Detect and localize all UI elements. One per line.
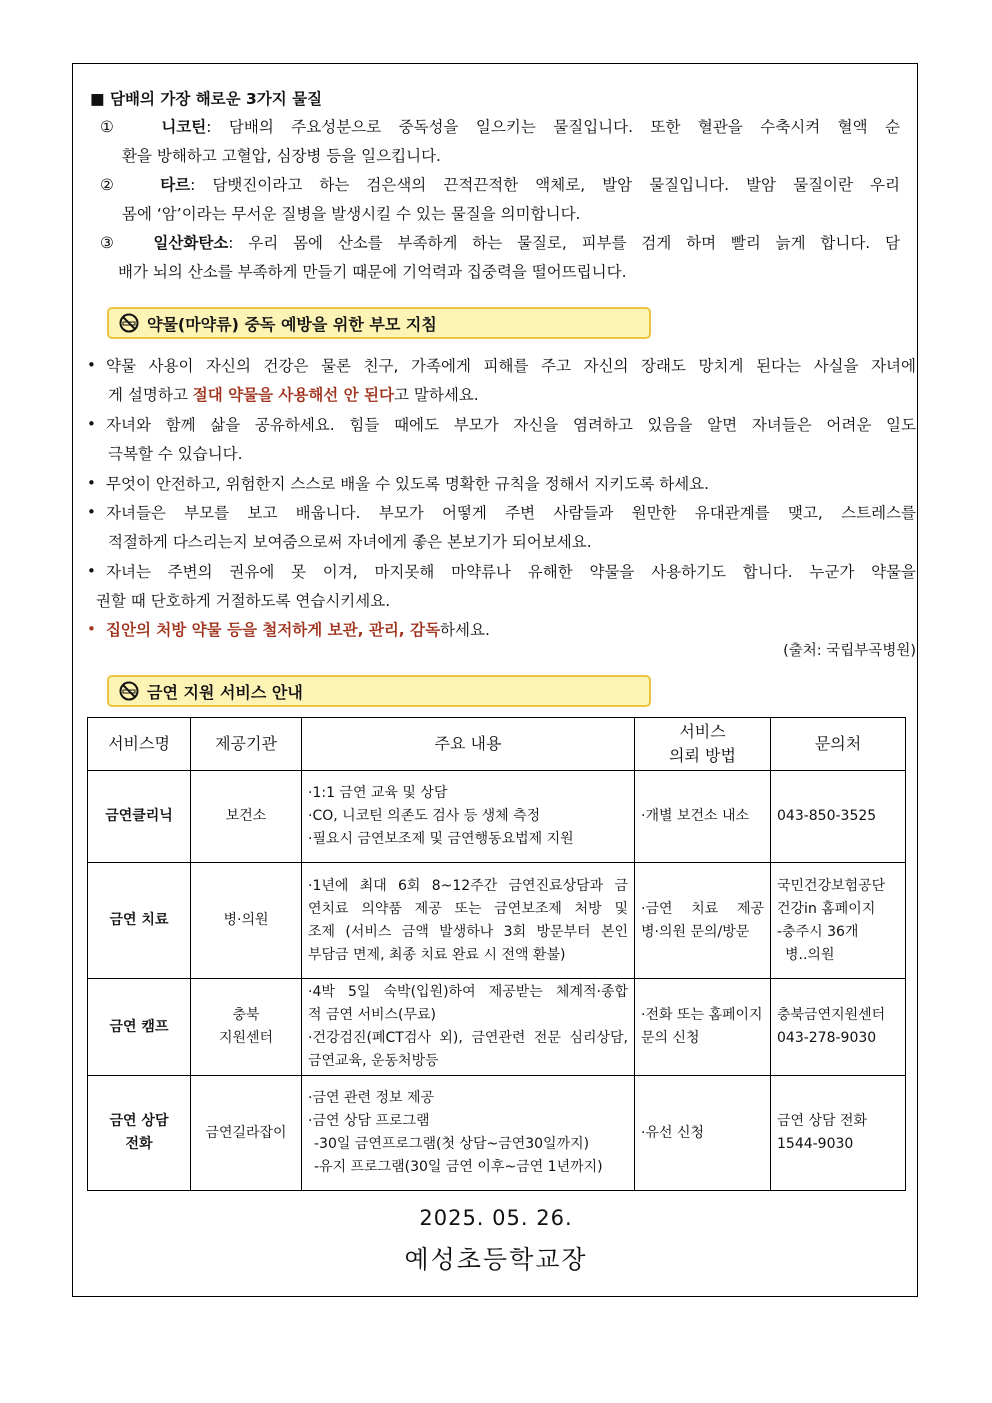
provider-line: 지원센터 [218, 1030, 274, 1046]
content-line: 부담금 면제, 최종 치료 완료 시 전액 환불) [308, 946, 566, 963]
content-line: ·CO, 니코틴 의존도 검사 등 생체 측정 [308, 808, 541, 824]
source-note: (출처: 국립부곡병원) [783, 643, 916, 659]
row-method [635, 771, 771, 863]
content-line: 조제 (서비스 금액 발생하나 3회 방문부터 본인 [308, 923, 628, 940]
content-line: ·1년에 최대 6회 8~12주간 금연진료상담과 금 [308, 877, 628, 894]
row-method [635, 979, 771, 1076]
item-co-line2: 배가 뇌의 산소를 부족하게 만들기 때문에 기억력과 집중력을 떨어뜨립니다. [118, 263, 627, 281]
table-row [88, 1076, 906, 1191]
row-content [302, 1076, 635, 1191]
item-number: ① [100, 118, 127, 136]
content-line: ·1:1 금연 교육 및 상담 [308, 785, 448, 801]
method-line: 문의 신청 [641, 1030, 700, 1046]
method-line: ·금연 치료 제공 [641, 900, 764, 917]
bullet-dot: • [87, 474, 96, 492]
service-table [87, 717, 906, 1191]
row-content [302, 771, 635, 863]
contact-line: 043-278-9030 [777, 1030, 877, 1046]
method-line: ·개별 보건소 내소 [641, 808, 750, 824]
row-content [302, 979, 635, 1076]
guide-b3-line1: 무엇이 안전하고, 위험한지 스스로 배울 수 있도록 명확한 규칙을 정해서 지키도록 하세요. [106, 475, 710, 493]
header-method [635, 718, 771, 771]
document-date: 2025. 05. 26. [419, 1206, 573, 1230]
method-line: ·유선 신청 [641, 1124, 704, 1141]
item-nicotine-line1 [100, 117, 900, 137]
item-term: 일산화탄소 [153, 234, 229, 252]
contact-line: 건강in 홈페이지 [777, 900, 876, 917]
header-contact: 문의처 [771, 718, 906, 771]
content-line: 금연교육, 운동처방등 [308, 1053, 439, 1069]
contact-line: 병..의원 [785, 946, 835, 963]
content-line: ·건강검진(폐CT검사 외), 금연관련 전문 심리상담, [308, 1030, 628, 1046]
table-header-row [88, 718, 906, 771]
service-banner-title: 금연 지원 서비스 안내 [147, 682, 303, 702]
item-text: : 담배의 주요성분으로 중독성을 일으키는 물질입니다. 또한 혈관을 수축시켜 혈액 순 [206, 118, 900, 136]
row-provider [191, 979, 302, 1076]
bullet-dot: • [87, 356, 96, 374]
row-service-name: 금연 치료 [88, 863, 191, 979]
bullet-dot: • [87, 620, 96, 638]
row-method [635, 863, 771, 979]
service-banner [107, 675, 651, 707]
guide-banner-title: 약물(마약류) 중독 예방을 위한 부모 지침 [147, 314, 437, 334]
no-smoking-icon [119, 681, 139, 701]
row-provider: 금연길라잡이 [191, 1076, 302, 1191]
table-row [88, 979, 906, 1076]
content-line: ·금연 상담 프로그램 [308, 1113, 430, 1129]
row-service-name: 금연 캠프 [88, 979, 191, 1076]
signature: 예성초등학교장 [404, 1245, 588, 1274]
guide-banner [107, 307, 651, 339]
row-contact [771, 1076, 906, 1191]
content-line: 연치료 의약품 제공 또는 금연보조제 처방 및 [308, 900, 628, 917]
guide-b1-emphasis: 절대 약물을 사용해선 안 된다 [192, 386, 394, 404]
guide-b4-line2: 적절하게 다스리는지 보여줌으로써 자녀에게 좋은 본보기가 되어보세요. [108, 533, 592, 551]
row-service-name [88, 1076, 191, 1191]
item-term: 타르 [160, 176, 191, 194]
guide-b4-line1: 자녀들은 부모를 보고 배웁니다. 부모가 어떻게 주변 사람들과 원만한 유대관계를 맺고, 스트레스를 [106, 504, 916, 522]
item-number: ② [100, 176, 127, 194]
content-line: ·4박 5일 숙박(입원)하여 제공받는 체계적·종합 [308, 984, 628, 1000]
item-text: : 우리 몸에 산소를 부족하게 하는 물질로, 피부를 검게 하며 빨리 늙게 합니다. 담 [228, 234, 900, 252]
header-provider: 제공기관 [191, 718, 302, 771]
contact-line: 043-850-3525 [777, 808, 877, 824]
item-term: 니코틴 [161, 118, 207, 136]
contact-line: 국민건강보험공단 [777, 877, 886, 894]
content-line: ·필요시 금연보조제 및 금연행동요법제 지원 [308, 831, 574, 847]
header-content: 주요 내용 [302, 718, 635, 771]
contact-line: -충주시 36개 [777, 923, 859, 940]
row-service-name: 금연클리닉 [88, 771, 191, 863]
method-line: ·전화 또는 홈페이지 [641, 1007, 763, 1023]
guide-b6-line1 [106, 620, 490, 640]
guide-b1-text: 게 설명하고 [108, 386, 193, 404]
guide-b1-line2 [108, 385, 479, 405]
row-provider: 보건소 [191, 771, 302, 863]
guide-b1-text-end: 고 말하세요. [394, 386, 479, 404]
header-method-line1: 서비스 [679, 722, 726, 741]
guide-b2-line1: 자녀와 함께 삶을 공유하세요. 힘들 때에도 부모가 자신을 염려하고 있음을 알면 자녀들은 어려운 일도 [106, 416, 916, 434]
bullet-dot: • [87, 415, 96, 433]
contact-line: 1544-9030 [777, 1136, 854, 1152]
row-method [635, 1076, 771, 1191]
name-line: 전화 [125, 1136, 153, 1152]
provider-line: 충북 [232, 1007, 260, 1023]
guide-b1-line1: 약물 사용이 자신의 건강은 물론 친구, 가족에게 피해를 주고 자신의 장래도 망치게 된다는 사실을 자녀에 [106, 357, 916, 375]
row-contact [771, 771, 906, 863]
bullet-dot: • [87, 562, 96, 580]
content-line: 적 금연 서비스(무료) [308, 1007, 437, 1023]
table-row [88, 771, 906, 863]
header-method-line2: 의뢰 방법 [669, 746, 736, 765]
bullet-dot: • [87, 503, 96, 521]
guide-b2-line2: 극복할 수 있습니다. [108, 445, 243, 463]
item-number: ③ [100, 234, 124, 252]
guide-b6-emphasis: 집안의 처방 약물 등을 철저하게 보관, 관리, 감독 [106, 621, 441, 639]
table-row [88, 863, 906, 979]
item-co-line1 [100, 233, 900, 253]
item-nicotine-line2: 환을 방해하고 고혈압, 심장병 등을 일으킵니다. [122, 147, 441, 165]
row-contact [771, 863, 906, 979]
name-line: 금연 상담 [109, 1113, 169, 1129]
guide-b5-line1: 자녀는 주변의 권유에 못 이겨, 마지못해 마약류나 유해한 약물을 사용하기도 합니다. 누군가 약물을 [106, 563, 916, 581]
row-contact [771, 979, 906, 1076]
row-provider: 병·의원 [191, 863, 302, 979]
guide-b6-text: 하세요. [440, 621, 490, 639]
content-line: -30일 금연프로그램(첫 상담~금연30일까지) [314, 1136, 590, 1152]
contact-line: 금연 상담 전화 [777, 1113, 868, 1129]
harmful-title: ■ 담배의 가장 해로운 3가지 물질 [90, 90, 323, 108]
method-line: 병·의원 문의/방문 [641, 923, 750, 940]
guide-b5-line2: 권할 때 단호하게 거절하도록 연습시키세요. [96, 592, 391, 610]
content-line: ·금연 관련 정보 제공 [308, 1090, 434, 1106]
contact-line: 충북금연지원센터 [777, 1007, 886, 1023]
content-line: -유지 프로그램(30일 금연 이후~금연 1년까지) [314, 1159, 603, 1175]
item-tar-line2: 몸에 ‘암’이라는 무서운 질병을 발생시킬 수 있는 물질을 의미합니다. [122, 205, 581, 223]
header-service-name: 서비스명 [88, 718, 191, 771]
no-smoking-icon [119, 313, 139, 333]
item-tar-line1 [100, 175, 900, 195]
row-content [302, 863, 635, 979]
item-text: : 담뱃진이라고 하는 검은색의 끈적끈적한 액체로, 발암 물질입니다. 발암 물질이란 우리 [190, 176, 901, 194]
